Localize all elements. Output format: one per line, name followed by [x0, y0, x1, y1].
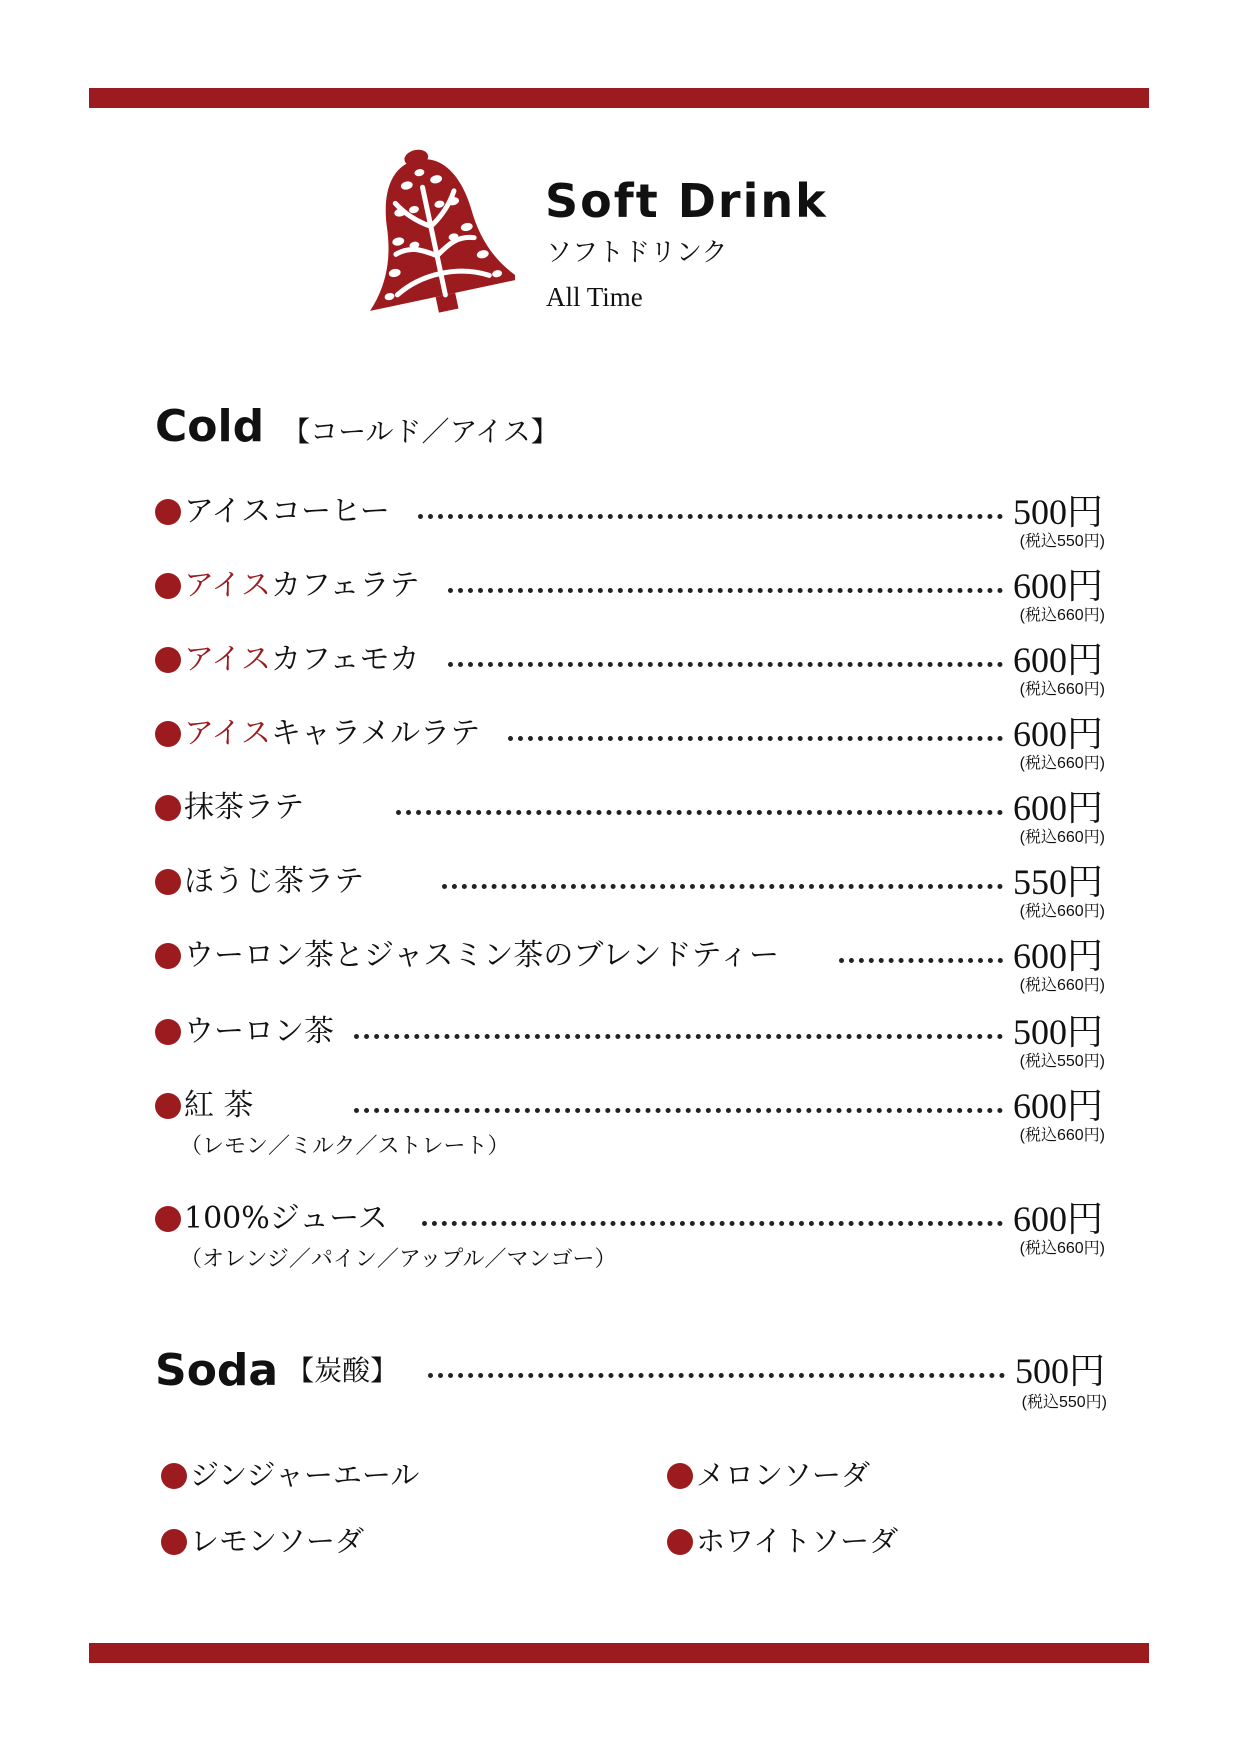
item-tax-price: (税込550円)	[1019, 533, 1105, 550]
item-price: 500円	[1012, 1012, 1103, 1052]
dotted-leader	[418, 514, 1003, 519]
item-price: 600円	[1012, 936, 1103, 976]
item-name: 紅 茶	[184, 1088, 254, 1123]
dotted-leader	[396, 810, 1003, 815]
item-tax-price: (税込550円)	[1019, 1053, 1105, 1070]
menu-item	[155, 862, 1103, 928]
item-price: 600円	[1012, 1086, 1103, 1126]
item-price: 600円	[1012, 1199, 1103, 1239]
dotted-leader	[354, 1108, 1003, 1113]
menu-item	[155, 936, 1103, 1002]
item-tax-price: (税込660円)	[1019, 1240, 1105, 1257]
top-border-bar	[89, 88, 1149, 108]
item-price: 550円	[1012, 862, 1103, 902]
item-name: アイスカフェモカ	[184, 642, 420, 677]
bullet-icon	[155, 795, 181, 821]
item-tax-price: (税込660円)	[1019, 829, 1105, 846]
soda-item-name: ジンジャーエール	[190, 1458, 420, 1492]
menu-item	[155, 714, 1103, 780]
dotted-leader	[448, 588, 1003, 593]
subtitle-english: All Time	[546, 282, 643, 312]
dotted-leader	[422, 1221, 1003, 1226]
page-title: Soft Drink	[545, 174, 828, 228]
item-tax-price: (税込660円)	[1019, 977, 1105, 994]
bullet-icon	[667, 1463, 693, 1489]
item-tax-price: (税込660円)	[1019, 607, 1105, 624]
dotted-leader	[448, 662, 1003, 667]
bullet-icon	[155, 1019, 181, 1045]
item-options: （オレンジ／パイン／アップル／マンゴー）	[180, 1247, 617, 1272]
item-price: 600円	[1012, 566, 1103, 606]
soda-section-name: Soda	[155, 1345, 279, 1396]
item-name: 抹茶ラテ	[184, 790, 304, 825]
item-name: アイスキャラメルラテ	[184, 716, 481, 751]
dotted-leader	[839, 958, 1003, 963]
soda-section-note: 【炭酸】	[286, 1354, 399, 1387]
item-price: 500円	[1012, 492, 1103, 532]
soda-item	[667, 1458, 871, 1492]
bell-tree-logo	[350, 146, 515, 331]
dotted-leader	[508, 736, 1003, 741]
bullet-icon	[161, 1463, 187, 1489]
item-name: ウーロン茶	[184, 1014, 334, 1049]
soda-item	[161, 1458, 420, 1492]
bullet-icon	[155, 943, 181, 969]
menu-item	[155, 492, 1103, 558]
soda-item-name: メロンソーダ	[696, 1458, 871, 1492]
dotted-leader	[428, 1373, 1005, 1378]
menu-item	[155, 640, 1103, 706]
item-price: 600円	[1012, 714, 1103, 754]
item-tax-price: (税込660円)	[1019, 1127, 1105, 1144]
bottom-border-bar	[89, 1643, 1149, 1663]
soda-tax-price: (税込550円)	[1021, 1394, 1107, 1411]
item-name: 100%ジュース	[184, 1201, 388, 1236]
item-tax-price: (税込660円)	[1019, 681, 1105, 698]
bullet-icon	[667, 1529, 693, 1555]
cold-section-note: 【コールド／アイス】	[282, 415, 559, 448]
dotted-leader	[354, 1034, 1003, 1039]
bullet-icon	[155, 721, 181, 747]
dotted-leader	[442, 884, 1003, 889]
bullet-icon	[155, 1093, 181, 1119]
cold-section-name: Cold	[155, 401, 265, 452]
soda-price: 500円	[1014, 1351, 1105, 1391]
item-tax-price: (税込660円)	[1019, 755, 1105, 772]
menu-item	[155, 1086, 1103, 1166]
subtitle-japanese: ソフトドリンク	[546, 238, 728, 268]
menu-item	[155, 566, 1103, 632]
item-options: （レモン／ミルク／ストレート）	[180, 1134, 510, 1159]
bullet-icon	[155, 573, 181, 599]
bullet-icon	[155, 869, 181, 895]
soda-item-name: レモンソーダ	[190, 1524, 365, 1558]
bullet-icon	[155, 1206, 181, 1232]
bullet-icon	[161, 1529, 187, 1555]
menu-item	[155, 1012, 1103, 1078]
item-tax-price: (税込660円)	[1019, 903, 1105, 920]
bullet-icon	[155, 647, 181, 673]
item-name: アイスカフェラテ	[184, 568, 420, 603]
menu-item	[155, 788, 1103, 854]
soda-item-name: ホワイトソーダ	[696, 1524, 899, 1558]
soda-item	[667, 1524, 899, 1558]
menu-item	[155, 1199, 1103, 1279]
bullet-icon	[155, 499, 181, 525]
soda-item	[161, 1524, 365, 1558]
item-name: ほうじ茶ラテ	[184, 864, 364, 899]
item-price: 600円	[1012, 788, 1103, 828]
item-name: アイスコーヒー	[184, 494, 390, 529]
cold-section-heading	[155, 401, 559, 452]
item-name: ウーロン茶とジャスミン茶のブレンドティー	[184, 938, 780, 973]
soda-section-heading	[155, 1347, 1105, 1417]
item-price: 600円	[1012, 640, 1103, 680]
